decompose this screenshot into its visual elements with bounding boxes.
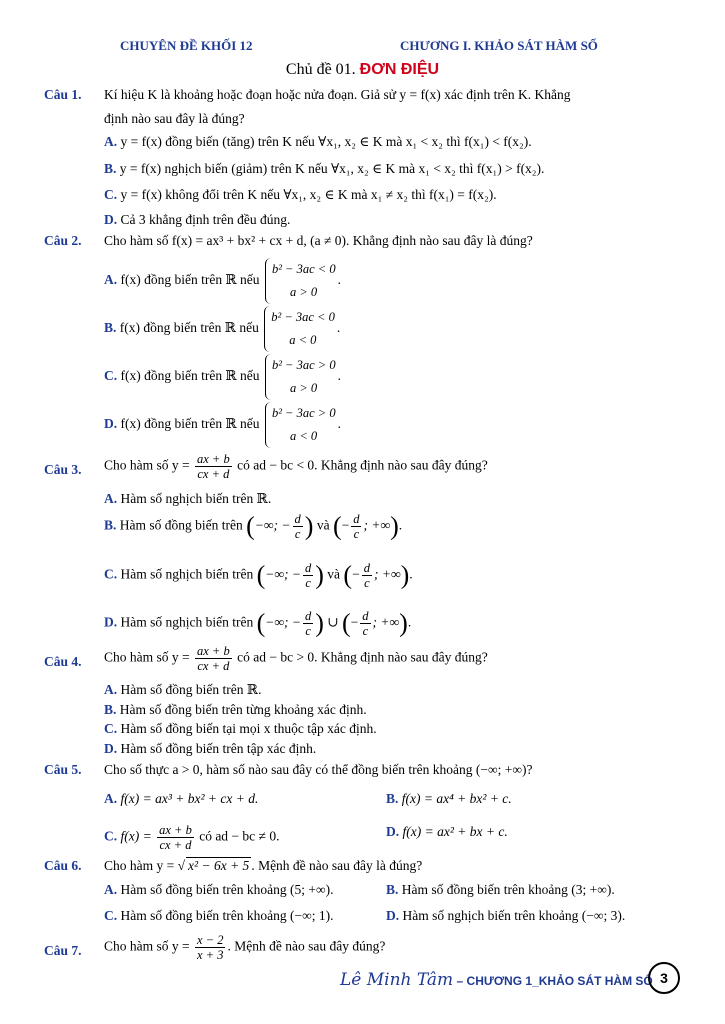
fraction: $\frac{x - 2}{x + 3}$ xyxy=(197,933,224,962)
question-6-option-c: C. Hàm số đồng biến trên khoảng (−∞; 1). xyxy=(104,908,334,923)
question-7-stem: Cho hàm số y = $\frac{x - 2}{x + 3}$ . Mệnh đề nào sau đây đúng? xyxy=(104,933,386,962)
question-6-option-b: B. Hàm số đồng biến trên khoảng (3; +∞). xyxy=(386,882,615,897)
question-7-label: Câu 7. xyxy=(44,943,82,958)
question-5-option-c: C. f(x) = $\frac{ax + b}{cx + d}$ có ad − bc ≠ 0. xyxy=(104,823,280,852)
condition-system: b² − 3ac < 0 a < 0 xyxy=(264,306,335,352)
question-4-stem: Cho hàm số y = $\frac{ax + b}{cx + d}$ có ad − bc > 0. Khẳng định nào sau đây đúng? xyxy=(104,644,488,673)
condition-system: b² − 3ac < 0 a > 0 xyxy=(265,258,336,304)
footer-chapter: CHƯƠNG 1_KHẢO SÁT HÀM SỐ xyxy=(466,974,653,988)
question-3-option-b: B. Hàm số đồng biến trên (−∞; − $\frac{d}{c}$ ) và (− $\frac{d}{c}$ ; +∞). xyxy=(104,511,403,541)
question-2-label: Câu 2. xyxy=(44,233,82,248)
question-4-option-b: B. Hàm số đồng biến trên từng khoảng xác định. xyxy=(104,702,367,717)
question-4-option-c: C. Hàm số đồng biến tại mọi x thuộc tập xác định. xyxy=(104,721,377,736)
question-3-option-a: A. Hàm số nghịch biến trên ℝ. xyxy=(104,491,272,506)
question-3-option-c: C. Hàm số nghịch biến trên (−∞; − $\frac{d}{c}$ ) và (− $\frac{d}{c}$ ; +∞). xyxy=(104,560,413,590)
topic-prefix: Chủ đề 01. xyxy=(285,61,356,78)
question-2-option-b: B. f(x) đồng biến trên ℝ nếu b² − 3ac < 0 a < 0 . xyxy=(104,306,340,352)
question-6-option-d: D. Hàm số nghịch biến trên khoảng (−∞; 3). xyxy=(386,908,626,923)
question-5-label: Câu 5. xyxy=(44,762,82,777)
question-1-option-b: B. y = f(x) nghịch biến (giảm) trên K nếu ∀x₁, x₂ ∈ K mà x₁ < x₂ thì f(x₁) > f(x₂). xyxy=(104,161,545,176)
question-4-label: Câu 4. xyxy=(44,654,82,669)
question-5-option-a: A. f(x) = ax³ + bx² + cx + d. xyxy=(104,791,259,806)
condition-system: b² − 3ac > 0 a < 0 xyxy=(265,402,336,448)
fraction: $\frac{ax + b}{cx + d}$ xyxy=(197,452,230,481)
fraction: $\frac{ax + b}{cx + d}$ xyxy=(159,823,192,852)
question-5-option-d: D. f(x) = ax² + bx + c. xyxy=(386,824,508,839)
question-4-option-a: A. Hàm số đồng biến trên ℝ. xyxy=(104,682,262,697)
fraction: $\frac{ax + b}{cx + d}$ xyxy=(197,644,230,673)
question-6-label: Câu 6. xyxy=(44,858,82,873)
header-right: CHƯƠNG I. KHẢO SÁT HÀM SỐ xyxy=(400,38,598,53)
question-1-option-a: A. y = f(x) đồng biến (tăng) trên K nếu ∀x₁, x₂ ∈ K mà x₁ < x₂ thì f(x₁) < f(x₂). xyxy=(104,134,532,149)
question-2-stem: Cho hàm số f(x) = ax³ + bx² + cx + d, (a ≠ 0). Khẳng định nào sau đây là đúng? xyxy=(104,233,533,248)
question-1-stem: Kí hiệu K là khoảng hoặc đoạn hoặc nửa đoạn. Giả sử y = f(x) xác định trên K. Khẳng xyxy=(104,87,571,102)
question-2-option-c: C. f(x) đồng biến trên ℝ nếu b² − 3ac > 0 a > 0 . xyxy=(104,354,341,400)
question-1-option-c: C. y = f(x) không đổi trên K nếu ∀x₁, x₂ ∈ K mà x₁ ≠ x₂ thì f(x₁) = f(x₂). xyxy=(104,187,497,202)
question-3-label: Câu 3. xyxy=(44,462,82,477)
condition-system: b² − 3ac > 0 a > 0 xyxy=(265,354,336,400)
question-2-option-d: D. f(x) đồng biến trên ℝ nếu b² − 3ac > 0 a < 0 . xyxy=(104,402,341,448)
header-left: CHUYÊN ĐỀ KHỐI 12 xyxy=(120,38,253,53)
topic-title xyxy=(0,61,725,79)
radical: x² − 6x + 5 xyxy=(188,858,250,873)
page-footer: Lê Minh Tâm – CHƯƠNG 1_KHẢO SÁT HÀM SỐ xyxy=(340,970,653,990)
question-6-option-a: A. Hàm số đồng biến trên khoảng (5; +∞). xyxy=(104,882,334,897)
question-3-stem: Cho hàm số y = $\frac{ax + b}{cx + d}$ có ad − bc < 0. Khẳng định nào sau đây đúng? xyxy=(104,452,488,481)
question-3-option-d: D. Hàm số nghịch biến trên (−∞; − $\frac{d}{c}$ ) ∪ (− $\frac{d}{c}$ ; +∞). xyxy=(104,608,412,638)
question-4-option-d: D. Hàm số đồng biến trên tập xác định. xyxy=(104,741,317,756)
question-1-option-d: D. Cả 3 khẳng định trên đều đúng. xyxy=(104,212,291,227)
page-number: 3 xyxy=(648,962,680,994)
question-1-label: Câu 1. xyxy=(44,87,82,102)
author-signature: Lê Minh Tâm xyxy=(340,970,454,990)
question-2-option-a: A. f(x) đồng biến trên ℝ nếu b² − 3ac < 0 a > 0 . xyxy=(104,258,341,304)
question-6-stem: Cho hàm y = √ x² − 6x + 5 . Mệnh đề nào sau đây là đúng? xyxy=(104,858,423,873)
question-5-stem: Cho số thực a > 0, hàm số nào sau đây có thể đồng biến trên khoảng (−∞; +∞)? xyxy=(104,762,533,777)
question-5-option-b: B. f(x) = ax⁴ + bx² + c. xyxy=(386,791,512,806)
question-1-stem-cont: định nào sau đây là đúng? xyxy=(104,111,245,126)
topic-name: ĐƠN ĐIỆU xyxy=(359,61,440,78)
